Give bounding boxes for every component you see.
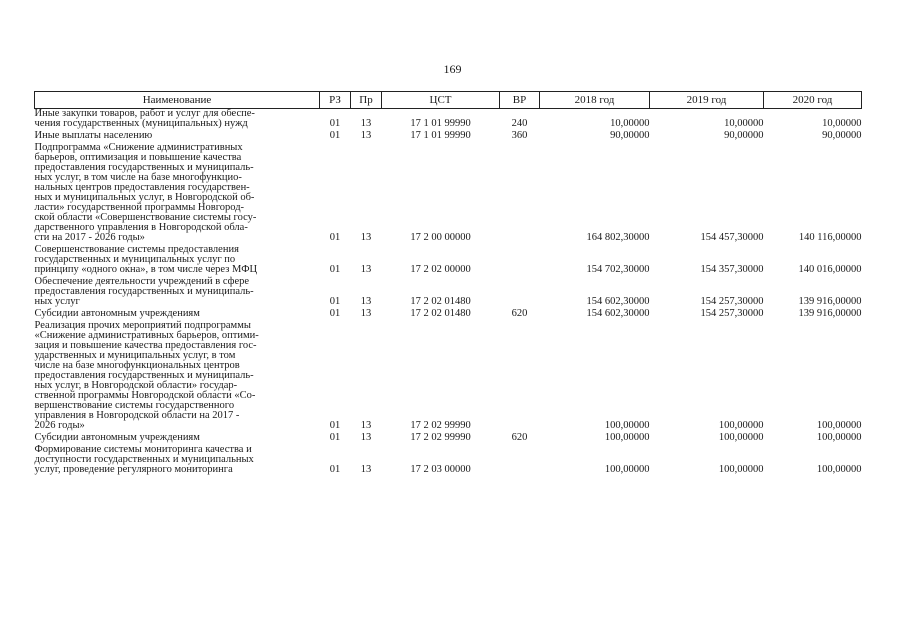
cell-2020: 100,00000 [816, 464, 862, 475]
cell-vr: 620 [511, 432, 528, 443]
cell-rz: 01 [329, 296, 341, 307]
cell-2018: 154 702,30000 [586, 264, 650, 275]
cell-name: Формирование системы мониторинга качества и доступности государственных и муниципальных услуг, проведение регулярного мониторинга [34, 444, 254, 475]
header-vr: ВР [500, 92, 540, 109]
cell-2019: 154 357,30000 [700, 264, 764, 275]
cell-2020: 140 116,00000 [798, 232, 862, 243]
header-2019: 2019 год [650, 92, 764, 109]
cell-vr: 620 [511, 308, 528, 319]
cell-pr: 13 [360, 420, 372, 431]
cell-pr: 13 [360, 264, 372, 275]
table-body [35, 109, 862, 476]
cell-2020: 10,00000 [822, 118, 862, 129]
cell-2020: 100,00000 [816, 420, 862, 431]
budget-table [34, 91, 862, 475]
cell-cst: 17 2 03 00000 [410, 464, 471, 475]
cell-cst: 17 1 01 99990 [410, 118, 471, 129]
cell-2020: 100,00000 [816, 432, 862, 443]
cell-vr: 240 [511, 118, 528, 129]
cell-pr: 13 [360, 432, 372, 443]
header-cst: ЦСТ [382, 92, 500, 109]
cell-pr: 13 [360, 308, 372, 319]
table-row [35, 321, 862, 431]
cell-2018: 100,00000 [604, 464, 650, 475]
table-header-row [35, 92, 862, 109]
table-row [35, 131, 862, 141]
table-row [35, 109, 862, 130]
cell-2018: 164 802,30000 [586, 232, 650, 243]
cell-name: Субсидии автономным учреждениям [34, 308, 200, 319]
cell-2019: 90,00000 [724, 130, 764, 141]
cell-pr: 13 [360, 130, 372, 141]
table-row [35, 245, 862, 275]
cell-2020: 140 016,00000 [798, 264, 862, 275]
cell-cst: 17 1 01 99990 [410, 130, 471, 141]
cell-pr: 13 [360, 232, 372, 243]
cell-vr [500, 445, 540, 475]
cell-2018: 100,00000 [604, 432, 650, 443]
header-rz: РЗ [320, 92, 351, 109]
cell-name: Обеспечение деятельности учреждений в сфере предоставления государственных и муниципаль- ных услуг [34, 276, 254, 307]
cell-rz: 01 [329, 118, 341, 129]
cell-vr: 360 [511, 130, 528, 141]
cell-rz: 01 [329, 420, 341, 431]
cell-2018: 154 602,30000 [586, 308, 650, 319]
cell-2018: 154 602,30000 [586, 296, 650, 307]
table-row [35, 277, 862, 307]
cell-cst: 17 2 02 01480 [410, 296, 471, 307]
cell-name: Реализация прочих мероприятий подпрограммы «Снижение административных барьеров, оптими- зация и повышение качества предоставления гос- ударственных и муниципальных услуг, в том числе на базе многофункциональных центров предоставления государственных и муниципаль- ных услуг, в Новгородской области» государ- ственной программы Новгородской области «Со- вершенствование системы государственного управления в Новгородской области на 2017 - 2026 годы» [34, 320, 259, 431]
cell-rz: 01 [329, 464, 341, 475]
table-row [35, 433, 862, 443]
table-row [35, 445, 862, 475]
cell-2019: 154 257,30000 [700, 308, 764, 319]
cell-2018: 100,00000 [604, 420, 650, 431]
table-row [35, 143, 862, 243]
cell-vr [500, 143, 540, 243]
table-row [35, 309, 862, 319]
cell-2019: 100,00000 [718, 464, 764, 475]
cell-pr: 13 [360, 464, 372, 475]
page-number: 169 [443, 62, 462, 76]
cell-vr [500, 321, 540, 431]
cell-name: Подпрограмма «Снижение административных барьеров, оптимизация и повышение качества предоставления государственных и муниципаль- ных услуг, в том числе на базе многофункцио- нальных центров предоставления государствен- ных и муниципальных услуг, в Новгородской об- ласти» государственной программы Новгород- ской области «Совершенствование системы госу- дарственного управления в Новгородской обла- сти на 2017 - 2026 годы» [34, 142, 257, 243]
cell-cst: 17 2 02 99990 [410, 432, 471, 443]
cell-rz: 01 [329, 130, 341, 141]
cell-name: Иные выплаты населению [34, 130, 153, 141]
header-2020: 2020 год [764, 92, 862, 109]
cell-rz: 01 [329, 264, 341, 275]
cell-2020: 90,00000 [822, 130, 862, 141]
cell-cst: 17 2 02 99990 [410, 420, 471, 431]
cell-name: Совершенствование системы предоставления государственных и муниципальных услуг по принципу «одного окна», в том числе через МФЦ [34, 244, 258, 275]
cell-name: Субсидии автономным учреждениям [34, 432, 200, 443]
cell-2019: 100,00000 [718, 432, 764, 443]
cell-2020: 139 916,00000 [798, 308, 862, 319]
cell-2019: 154 257,30000 [700, 296, 764, 307]
cell-2019: 10,00000 [724, 118, 764, 129]
cell-2020: 139 916,00000 [798, 296, 862, 307]
cell-pr: 13 [360, 296, 372, 307]
cell-2019: 154 457,30000 [700, 232, 764, 243]
cell-pr: 13 [360, 118, 372, 129]
cell-2018: 90,00000 [610, 130, 650, 141]
cell-2019: 100,00000 [718, 420, 764, 431]
cell-rz: 01 [329, 308, 341, 319]
cell-rz: 01 [329, 432, 341, 443]
cell-cst: 17 2 02 01480 [410, 308, 471, 319]
cell-vr [500, 245, 540, 275]
cell-rz: 01 [329, 232, 341, 243]
cell-name: Иные закупки товаров, работ и услуг для обеспе- чения государственных (муниципальных) нужд [34, 108, 255, 129]
header-2018: 2018 год [540, 92, 650, 109]
cell-cst: 17 2 00 00000 [410, 232, 471, 243]
cell-cst: 17 2 02 00000 [410, 264, 471, 275]
header-pr: Пр [351, 92, 382, 109]
cell-2018: 10,00000 [610, 118, 650, 129]
cell-vr [500, 277, 540, 307]
header-name: Наименование [35, 92, 320, 109]
